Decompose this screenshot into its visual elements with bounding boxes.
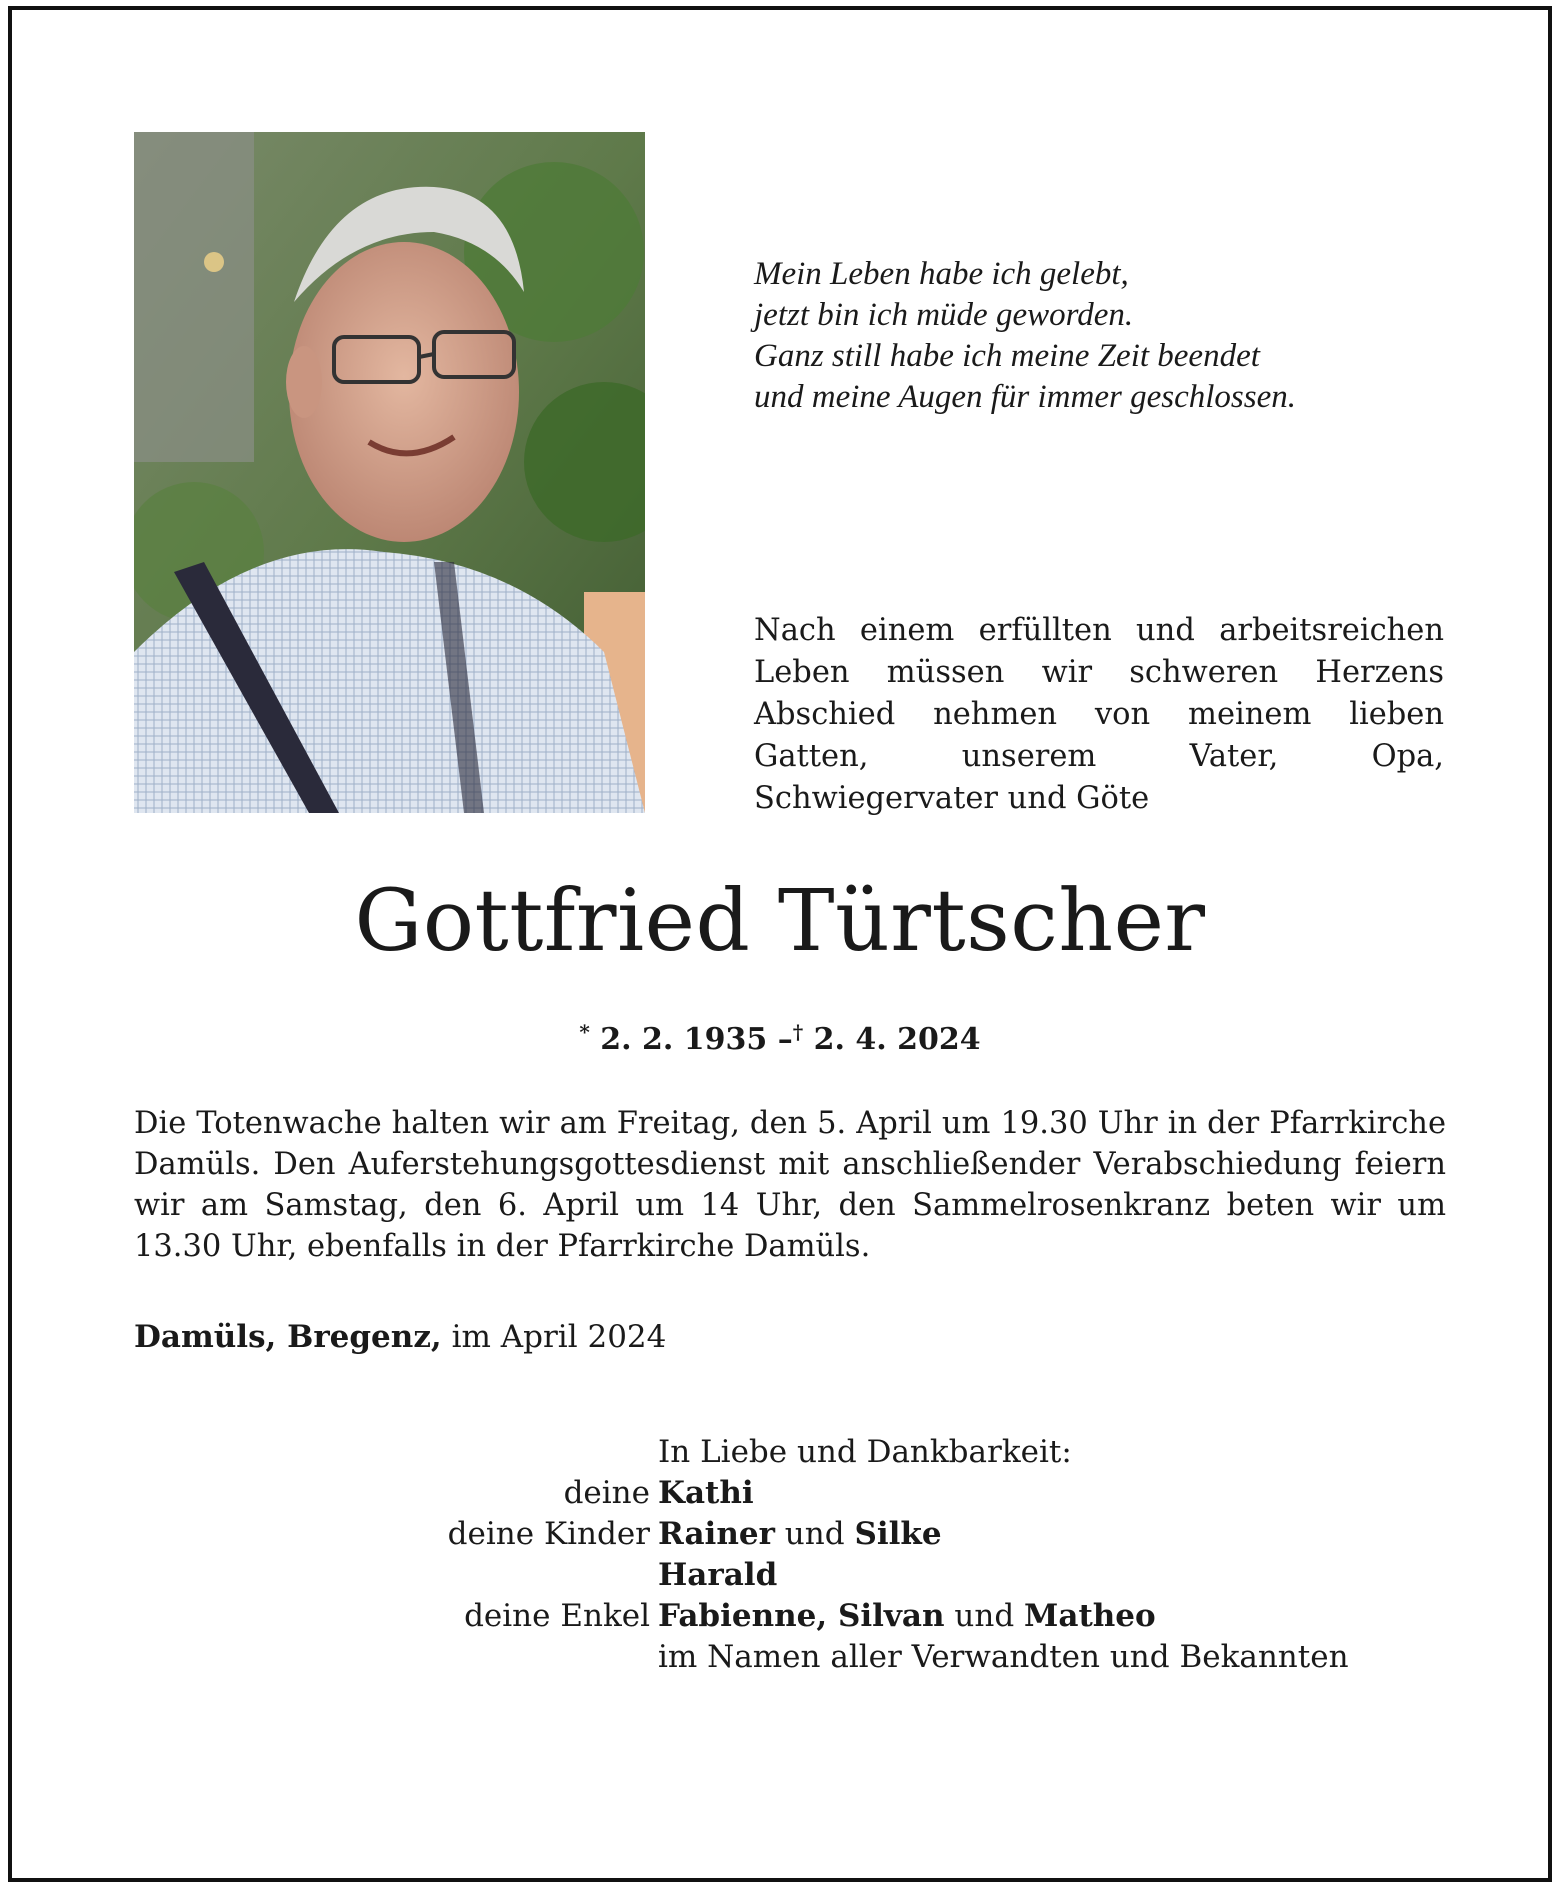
mourner-row-closing (12, 1637, 1512, 1678)
relation-label: deine Enkel (464, 1598, 650, 1634)
mourner-name: Rainer (658, 1516, 775, 1552)
relation-label: deine (563, 1475, 650, 1511)
mourners-list (12, 1432, 1512, 1678)
mourners-heading-row (12, 1432, 1512, 1473)
place-and-date (134, 1316, 666, 1358)
mourner-row-children (12, 1514, 1512, 1555)
conjunction: und (784, 1516, 845, 1552)
place-locations: Damüls, Bregenz, (134, 1319, 442, 1355)
poem-line: und meine Augen für immer geschlossen. (754, 379, 1296, 415)
mourner-row-wife (12, 1473, 1512, 1514)
date-dash: – (777, 1022, 793, 1057)
death-date: 2. 4. 2024 (813, 1022, 981, 1057)
birth-symbol: * (579, 1020, 590, 1044)
portrait-photo (134, 132, 645, 813)
life-dates (12, 1012, 1548, 1060)
mourner-name: Harald (658, 1557, 778, 1593)
mourner-name: Fabienne, Silvan (658, 1598, 945, 1634)
poem-line: jetzt bin ich müde geworden. (754, 297, 1134, 333)
mourner-row-grandchildren (12, 1596, 1512, 1637)
obituary-notice (8, 6, 1552, 1882)
service-details: Die Totenwache halten wir am Freitag, den 5. April um 19.30 Uhr in der Pfarrkirche Damüls. Den Auferstehungsgottesdienst mit anschließender Verabschiedung feiern wir am Samstag, den 6. April um 14 Uhr, den Sammelrosenkranz beten wir um 13.30 Uhr, ebenfalls in der Pfarrkirche Damüls. (134, 1106, 1446, 1264)
closing-line: im Namen aller Verwandten und Bekannten (658, 1639, 1349, 1675)
deceased-name: Gottfried Türtscher (354, 872, 1206, 971)
conjunction: und (954, 1598, 1015, 1634)
mourners-heading: In Liebe und Dankbarkeit: (658, 1434, 1072, 1470)
mourner-name: Silke (854, 1516, 942, 1552)
intro-text: Nach einem erfüllten und arbeitsreichen Leben müssen wir schweren Herzens Abschied nehmen von meinem lieben Gatten, unserem Vater, Opa, Schwiegervater und Göte (754, 613, 1444, 816)
poem (754, 254, 1474, 418)
birth-date: 2. 2. 1935 (600, 1022, 768, 1057)
notice-date: im April 2024 (451, 1319, 667, 1355)
death-symbol: † (792, 1020, 804, 1044)
mourner-row-children-2 (12, 1555, 1512, 1596)
mourner-name: Matheo (1024, 1598, 1156, 1634)
mourner-name: Kathi (658, 1475, 754, 1511)
poem-line: Mein Leben habe ich gelebt, (754, 256, 1129, 292)
poem-line: Ganz still habe ich meine Zeit beendet (754, 338, 1260, 374)
relation-label: deine Kinder (447, 1516, 650, 1552)
